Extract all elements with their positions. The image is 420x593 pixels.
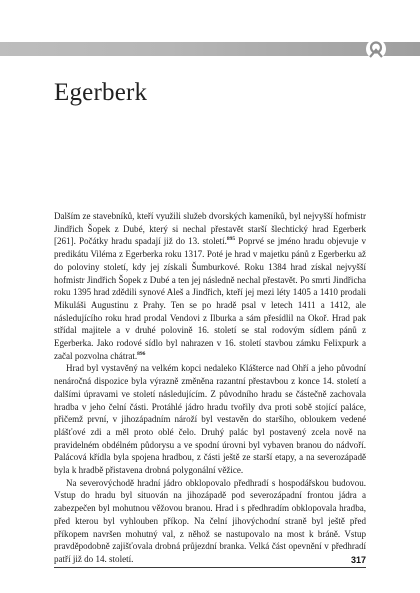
paragraph-text: Hrad byl vystavěný na velkém kopci nedaleko Klášterce nad Ohří a jeho původní nenáročná dispozice byla výrazně změněna razantní přestavbou z konce 14. století a dalšími úpravami ve století následujícím. Z původního hradu se částečně zachovala hradba v jeho čelní části. Protáhlé jádro hradu tvořily dva proti sobě stojící paláce, přičemž první, v jihozápadním nároží byl vestavěn do staršího, obloukem vedené plášťové zdi a měl proto oblé čelo. Druhý palác byl postavený zcela nově na pravidelném obdélném půdorysu a ve spodní úrovni byl vybaven branou do nádvoří. Palácová křídla byla spojena hradbou, z části ještě ze starší etapy, a na severozápadě byla k hradbě přistavena drobná polygonální věžice. <box>54 363 366 476</box>
publisher-logo-icon <box>365 38 387 60</box>
header-band <box>0 42 420 56</box>
footnote-reference: 896 <box>137 350 146 357</box>
paragraph-text: Dalším ze stavebníků, kteří využili služeb dvorských kameníků, byl nejvyšší hofmistr Jindřich Šopek z Dubé, který si nechal přestavět starší šlechtický hrad Egerberk [261]. Počátky hradu spadají již do 13. století. <box>54 211 366 247</box>
body-text <box>54 210 366 566</box>
chapter-title: Egerberk <box>54 79 148 106</box>
page-number: 317 <box>350 555 366 565</box>
footer-rule <box>54 567 366 568</box>
footnote-reference: 895 <box>226 236 236 243</box>
paragraph <box>54 210 366 362</box>
paragraph-text: Poprvé se jméno hradu objevuje v predikátu Viléma z Egerberka roku 1317. Poté je hrad v majetku pánů z Egerberku až do poloviny století, kdy jej získali Šumburkové. Roku 1384 hrad získal nejvyšší hofmistr Jindřich Šopek z Dubé a ten jej následně nechal přestavět. Po smrti Jindřicha roku 1395 hrad zdědili synové Aleš a Jindřich, kteří jej mezi léty 1405 a 1410 prodali Mikuláši Augustinu z Prahy. Ten se po hradě psal v letech 1411 a 1412, ale následujícího roku hrad prodal Vendovi z Ilburka a sám přesídlil na Okoř. Hrad pak střídal majitele a v druhé polovině 16. století se stal rodovým sídlem pánů z Egerberka. Jako rodové sídlo byl nahrazen v 16. století stavbou zámku Felixpurk a začal pozvolna chátrat. <box>54 236 367 361</box>
paragraph-text: Na severovýchodě hradní jádro obklopovalo předhradí s hospodářskou budovou. Vstup do hradu byl situován na jihozápadě pod severozápadní frontou jádra a zabezpečen byl mohutnou věžovou branou. Hrad i s předhradím obklopovala hradba, před kterou byl vyhlouben příkop. Na čelní jihovýchodní straně byl ještě před příkopem navršen mohutný val, z něhož se nastupovalo na most k bráně. Vstup pravděpodobně zajišťovala drobná průjezdní branka. Velká část opevnění v předhradí patří již do 14. století. <box>54 477 366 564</box>
paragraph <box>54 477 366 566</box>
paragraph <box>54 362 366 476</box>
